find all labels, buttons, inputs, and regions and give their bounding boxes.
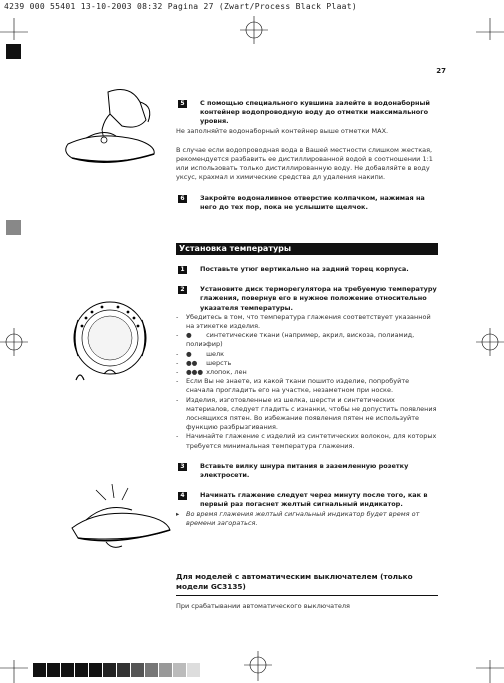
- print-header: 4239 000 55401 13-10-2003 08:32 Pagina 27 (Zwart/Process Black Plaat): [4, 2, 358, 11]
- step-6: [176, 194, 438, 212]
- swatch: [89, 663, 102, 677]
- list-item: - ●●● хлопок, лен: [176, 368, 247, 377]
- auto-off-heading: Для моделей с автоматическим выключателем (только модели GC3135): [176, 572, 413, 591]
- step-text: Закройте водоналивное отверстие колпачком, нажимая на него до тех пор, пока не услышите щелчок.: [200, 193, 425, 211]
- swatch: [33, 663, 46, 677]
- step-text: Установите диск терморегулятора на требуемую температуру глажения, повернув его в нужное положение относительно указателя температуры.: [200, 285, 437, 312]
- crop-mark-bottom-right-icon: [464, 650, 504, 683]
- registration-mark-bottom-icon: [240, 647, 276, 683]
- step-number: 6: [178, 195, 187, 203]
- side-square-grey: [6, 220, 21, 235]
- swatch: [103, 663, 116, 677]
- max-note: Не заполняйте водонаборный контейнер выше отметки MAX.: [176, 126, 389, 135]
- step-4: [176, 491, 438, 509]
- step-number: 2: [178, 286, 187, 294]
- print-color-bar: [33, 663, 201, 677]
- list-item: - Начинайте глажение с изделий из синтетических волокон, для которых требуется минимальная температура глажения.: [176, 432, 437, 450]
- side-square-dark: [6, 44, 21, 59]
- list-item: - Если Вы не знаете, из какой ткани пошито изделие, попробуйте сначала прогладить его на участке, незаметном при носке.: [176, 377, 410, 395]
- step-1: [176, 265, 438, 274]
- step-text: Начинать глажение следует через минуту после того, как в первый раз погаснет желтый сигнальный индикатор.: [200, 491, 428, 509]
- illustration-filling-iron: [58, 84, 168, 178]
- swatch: [173, 663, 186, 677]
- registration-mark-right-icon: [474, 324, 504, 360]
- illustration-iron-indicator: [66, 480, 176, 564]
- page-number: 27: [436, 67, 446, 75]
- registration-mark-top-icon: [236, 12, 272, 48]
- fill-instructions: [176, 99, 438, 212]
- swatch: [61, 663, 74, 677]
- list-item: - Убедитесь в том, что температура глажения соответствует указанной на этикетке изделия.: [176, 312, 431, 331]
- swatch: [47, 663, 60, 677]
- temperature-instructions: [176, 265, 438, 528]
- list-item: - ●● шерсть: [176, 358, 232, 367]
- list-item: - ● шелк: [176, 349, 225, 358]
- step-number: 4: [178, 492, 187, 500]
- step-text: Вставьте вилку шнура питания в заземленную розетку электросети.: [200, 461, 409, 480]
- step-3: [176, 462, 438, 480]
- divider: [176, 595, 438, 596]
- arrow-icon: ▸: [176, 509, 180, 518]
- step-2: [176, 285, 438, 313]
- swatch: [131, 663, 144, 677]
- step-number: 3: [178, 463, 187, 471]
- swatch: [75, 663, 88, 677]
- hard-water-paragraph: В случае если водопроводная вода в Вашей местности слишком жесткая, рекомендуется разбавить ее дистиллированной водой в соотношении 1:1 или использовать только дистиллированную воду. Не добавляйте в воду уксус, крахмал и химические средства дл удаления накипи.: [176, 145, 433, 182]
- registration-mark-left-icon: [0, 324, 30, 360]
- swatch: [117, 663, 130, 677]
- step-5: [176, 99, 438, 127]
- step-number: 1: [178, 266, 187, 274]
- step-text: С помощью специального кувшина залейте в водонаборный контейнер водопроводную воду до отметки максимального уровня.: [200, 99, 430, 126]
- swatch: [159, 663, 172, 677]
- swatch: [145, 663, 158, 677]
- section-heading: Установка температуры: [176, 243, 438, 255]
- list-item: - ● синтетические ткани (например, акрил, вискоза, полиамид, полиэфир): [176, 331, 415, 349]
- list-item: - Изделия, изготовленные из шелка, шерсти и синтетических материалов, следует гладить с изнанки, чтобы не допустить появления лоснящихся пятен. Во избежание появления пятен не используйте функцию разбрызгивания.: [176, 395, 437, 432]
- swatch: [187, 663, 200, 677]
- auto-off-text: При срабатывании автоматического выключателя: [176, 602, 350, 610]
- illustration-temperature-dial: [62, 290, 158, 390]
- step-number: 5: [178, 100, 187, 108]
- step-text: Поставьте утюг вертикально на задний торец корпуса.: [200, 265, 409, 273]
- crop-mark-top-right-icon: [464, 18, 504, 58]
- indicator-note: ▸ Во время глажения желтый сигнальный индикатор будет время от времени загораться.: [176, 509, 420, 527]
